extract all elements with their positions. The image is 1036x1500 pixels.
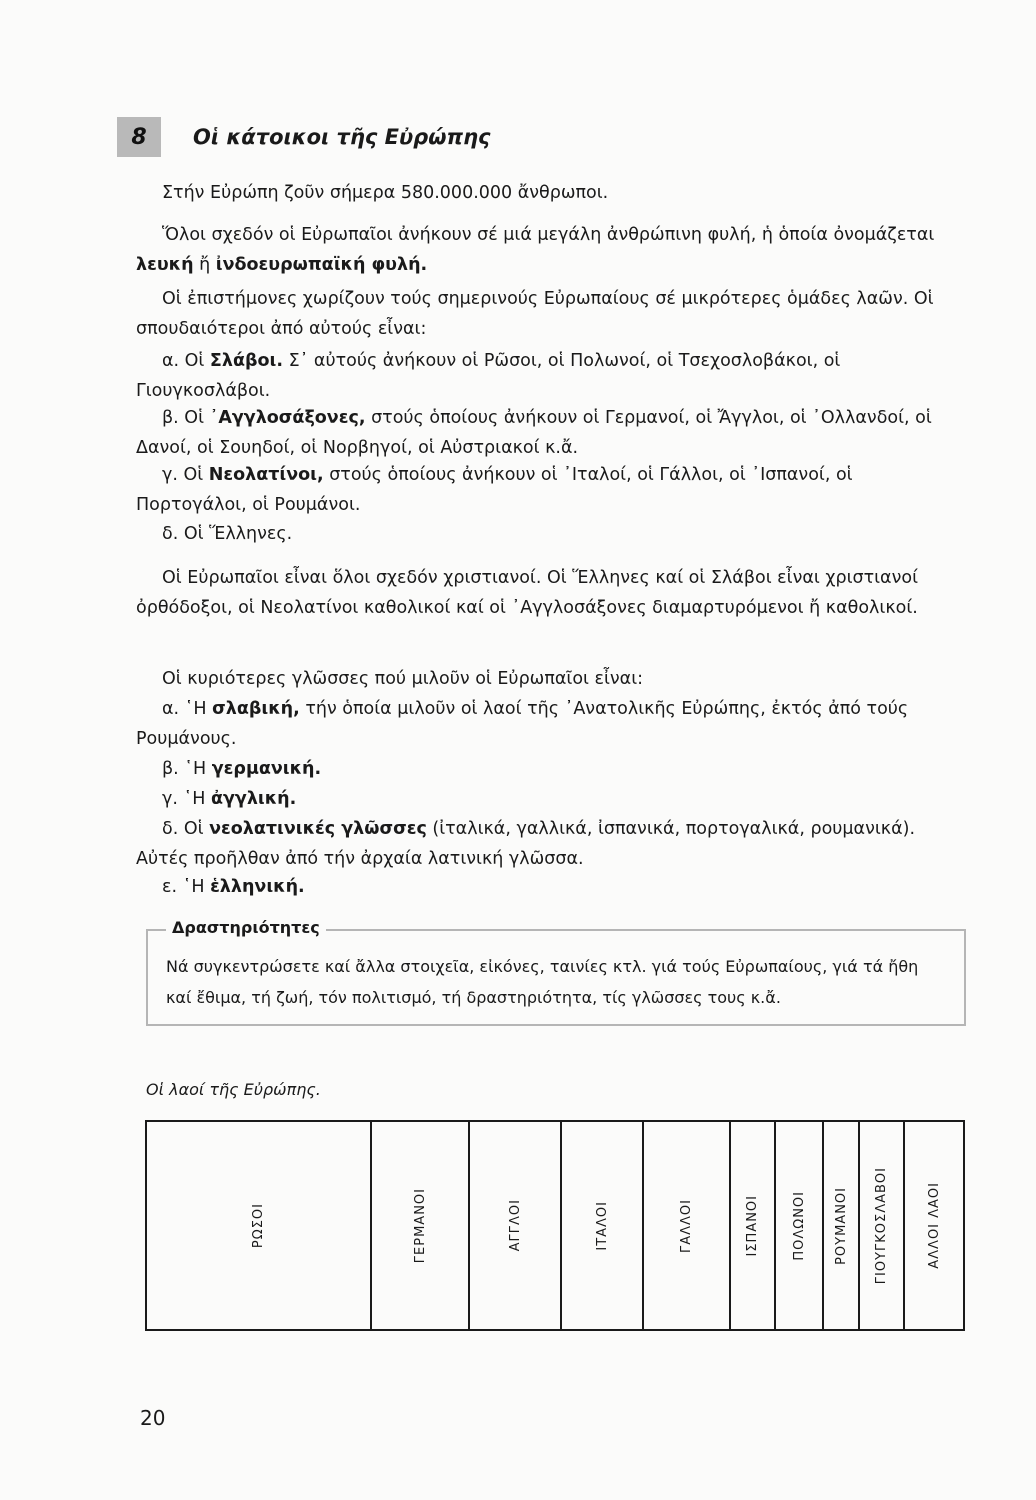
table-column <box>147 1122 372 1329</box>
neolatin-languages-item: δ. Οἱ νεολατινικές γλῶσσες (ἰταλικά, γαλλικά, ἰσπανικά, πορτογαλικά, ρουμανικά). Αὐτές προῆλθαν ἀπό τήν ἀρχαία λατινική γλῶσσα. <box>136 819 916 869</box>
greek-language-item: ε. ῾Η ἑλληνική. <box>162 877 305 897</box>
people-label: ΡΩΣΟΙ <box>251 1202 266 1249</box>
slavs-item: α. Οἱ Σλάβοι. Σ᾽ αὐτούς ἀνήκουν οἱ Ρῶσοι, οἱ Πολωνοί, οἱ Τσεχοσλοβάκοι, οἱ Γιουγκοσλάβοι. <box>136 351 841 401</box>
people-label: ΡΟΥΜΑΝΟΙ <box>833 1186 849 1265</box>
table-column <box>776 1122 824 1329</box>
people-label: ΙΣΠΑΝΟΙ <box>745 1194 760 1257</box>
peoples-table <box>145 1120 965 1331</box>
table-column <box>562 1122 644 1329</box>
table-column <box>860 1122 905 1329</box>
people-label: ΠΟΛΩΝΟΙ <box>791 1190 807 1261</box>
people-label: ΙΤΑΛΟΙ <box>594 1200 610 1251</box>
neolatins-item: γ. Οἱ Νεολατίνοι, στούς ὁποίους ἀνήκουν οἱ ᾽Ιταλοί, οἱ Γάλλοι, οἱ ᾽Ισπανοί, οἱ Πορτογάλοι, οἱ Ρουμάνοι. <box>136 465 853 515</box>
race-paragraph: Ὅλοι σχεδόν οἱ Εὐρωπαῖοι ἀνήκουν σέ μιά μεγάλη ἀνθρώπινη φυλή, ἡ ὁποία ὀνομάζεται λευκή ἤ ἰνδοευρωπαϊκή φυλή. <box>136 225 935 275</box>
people-label: ΓΙΟΥΓΚΟΣΛΑΒΟΙ <box>874 1166 889 1285</box>
languages-intro-paragraph: Οἱ κυριότερες γλῶσσες πού μιλοῦν οἱ Εὐρωπαῖοι εἶναι: <box>162 669 644 689</box>
table-column <box>905 1122 963 1329</box>
people-label: ΑΛΛΟΙ ΛΑΟΙ <box>926 1182 942 1269</box>
greeks-item: δ. Οἱ Ἕλληνες. <box>162 524 293 544</box>
population-paragraph: Στήν Εὐρώπη ζοῦν σήμερα 580.000.000 ἄνθρωποι. <box>162 183 609 203</box>
activities-box <box>146 918 966 1026</box>
table-caption: Οἱ λαοί τῆς Εὐρώπης. <box>146 1080 321 1099</box>
chapter-title: Οἱ κάτοικοι τῆς Εὐρώπης <box>193 125 491 149</box>
table-column <box>731 1122 776 1329</box>
english-language-item: γ. ῾Η ἀγγλική. <box>162 789 297 809</box>
slavic-language-item: α. ῾Η σλαβική, τήν ὁποία μιλοῦν οἱ λαοί τῆς ᾽Ανατολικῆς Εὐρώπης, ἐκτός ἀπό τούς Ρουμάνους. <box>136 699 909 749</box>
religion-paragraph: Οἱ Εὐρωπαῖοι εἶναι ὅλοι σχεδόν χριστιανοί. Οἱ Ἕλληνες καί οἱ Σλάβοι εἶναι χριστιανοί ὀρθόδοξοι, οἱ Νεολατίνοι καθολικοί καί οἱ ᾽Αγγλοσάξονες διαμαρτυρόμενοι ἤ καθολικοί. <box>136 568 918 618</box>
table-column <box>644 1122 731 1329</box>
german-language-item: β. ῾Η γερμανική. <box>162 759 322 779</box>
activities-text: Νά συγκεντρώσετε καί ἄλλα στοιχεῖα, εἰκόνες, ταινίες κτλ. γιά τούς Εὐρωπαίους, γιά τά ἤθη καί ἔθιμα, τή ζωή, τόν πολιτισμό, τή δραστηριότητα, τίς γλῶσσες τους κ.ἄ. <box>166 957 919 1007</box>
people-label: ΓΕΡΜΑΝΟΙ <box>412 1187 428 1264</box>
table-column <box>470 1122 562 1329</box>
people-label: ΑΓΓΛΟΙ <box>507 1199 523 1252</box>
activities-title: Δραστηριότητες <box>166 918 326 937</box>
groups-intro-paragraph: Οἱ ἐπιστήμονες χωρίζουν τούς σημερινούς Εὐρωπαίους σέ μικρότερες ὁμάδες λαῶν. Οἱ σπουδαιότεροι ἀπό αὐτούς εἶναι: <box>136 289 934 339</box>
chapter-number: 8 <box>117 117 161 157</box>
page-number: 20 <box>140 1406 166 1430</box>
chapter-heading <box>117 117 490 157</box>
table-column <box>824 1122 860 1329</box>
anglosaxons-item: β. Οἱ ᾽Αγγλοσάξονες, στούς ὁποίους ἀνήκουν οἱ Γερμανοί, οἱ Ἄγγλοι, οἱ ᾽Ολλανδοί, οἱ Δανοί, οἱ Σουηδοί, οἱ Νορβηγοί, οἱ Αὐστριακοί κ.ἄ. <box>136 408 932 458</box>
people-label: ΓΑΛΛΟΙ <box>679 1198 694 1253</box>
table-column <box>372 1122 470 1329</box>
